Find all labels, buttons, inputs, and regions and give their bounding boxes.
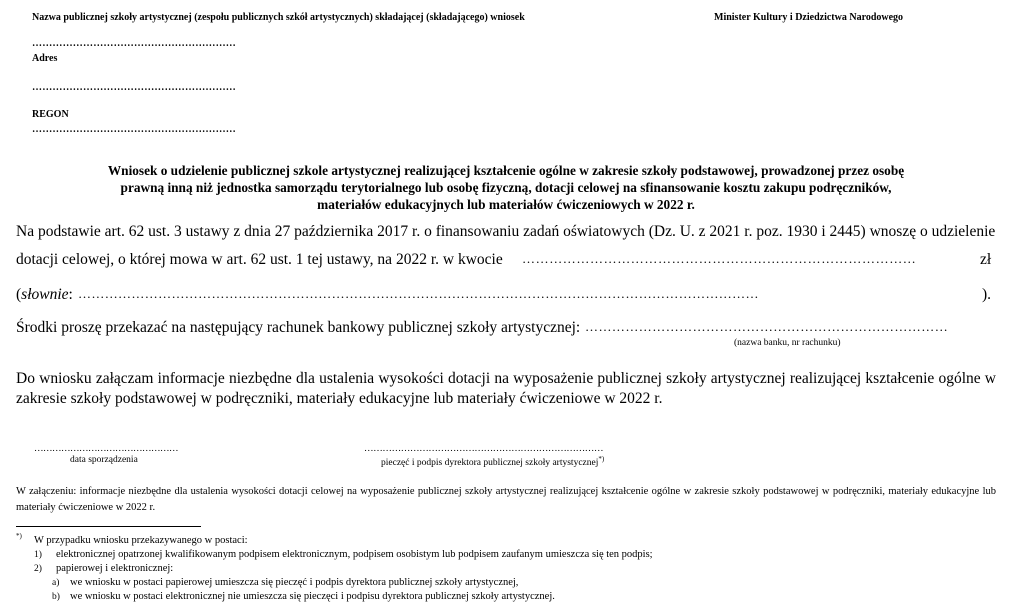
document-title — [20, 162, 992, 213]
footnote-item-2 — [34, 563, 173, 574]
minister-label: Minister Kultury i Dziedzictwa Narodowego — [714, 12, 904, 23]
adres-field[interactable]: …………………………………………………… — [32, 82, 236, 93]
title-line: Wniosek o udzielenie publicznej szkole artystycznej realizującej kształcenie ogólne w zakresie szkoły podstawowej, prowadzonej przez osobę — [107, 163, 905, 178]
footnote-intro: W przypadku wniosku przekazywanego w postaci: — [34, 535, 248, 546]
request-line-2: dotacji celowej, o której mowa w art. 62 ust. 1 tej ustawy, na 2022 r. w kwocie — [16, 251, 503, 268]
stamp-signature-field[interactable]: …………………………………………………………………… — [364, 444, 604, 454]
date-label: data sporządzenia — [70, 455, 138, 465]
bank-account-caption: (nazwa banku, nr rachunku) — [734, 338, 841, 348]
title-line: materiałów edukacyjnych lub materiałów ćwiczeniowych w 2022 r. — [317, 197, 695, 212]
footnote-separator — [16, 526, 201, 527]
amount-in-words-field[interactable]: ……………………………………………………………………………………………………………………………………… — [78, 286, 759, 301]
date-field[interactable]: ………………………………………… — [34, 444, 178, 454]
currency-label: zł — [980, 251, 992, 268]
footnote-subitem-letter: b) — [52, 592, 60, 602]
amount-in-words-close: ). — [982, 286, 992, 303]
footnote-subitem-a — [52, 577, 518, 588]
bank-account-field[interactable]: ……………………………………………………………………… — [585, 319, 949, 334]
request-line-1: Na podstawie art. 62 ust. 3 ustawy z dnia 27 października 2017 r. o finansowaniu zadań oświatowych (Dz. U. z 2021 r. poz. 1930 i 2445) wnoszę o udzielenie — [16, 223, 996, 240]
footnote-subitem-b — [52, 591, 555, 602]
footnote-item-number: 1) — [34, 550, 42, 560]
stamp-signature-label: pieczęć i podpis dyrektora publicznej szkoły artystycznej*) — [381, 455, 605, 469]
amount-field[interactable]: …………………………………………………………………………… — [522, 251, 917, 266]
adres-label: Adres — [32, 53, 58, 64]
footnote-marker: *) — [16, 532, 22, 540]
school-name-field[interactable]: …………………………………………………… — [32, 38, 236, 49]
attachment-note: W załączeniu: informacje niezbędne dla ustalenia wysokości dotacji celowej na wyposażenie publicznej szkoły artystycznej realizującej kształcenie ogólne w zakresie szkoły podstawowej w podręczniki, materiały edukacyjne lub materiały ćwiczeniowe w 2022 r. — [16, 486, 996, 513]
school-name-label: Nazwa publicznej szkoły artystycznej (zespołu publicznych szkół artystycznych) składającej (składającego) wniosek — [32, 12, 525, 23]
footnote-item-1 — [34, 549, 653, 560]
footnote-item-number: 2) — [34, 564, 42, 574]
regon-field[interactable]: …………………………………………………… — [32, 124, 236, 135]
bank-account-text: Środki proszę przekazać na następujący rachunek bankowy publicznej szkoły artystycznej: — [16, 319, 581, 336]
title-line: prawną inną niż jednostka samorządu terytorialnego lub osobę fizyczną, dotacji celowej na sfinansowanie kosztu zakupu podręczników, — [120, 180, 892, 195]
footnote-ref: *) — [598, 455, 605, 463]
footnote-subitem-text: we wniosku w postaci papierowej umieszcza się pieczęć i podpis dyrektora publicznej szkoły artystycznej, — [70, 577, 519, 588]
footnote-subitem-letter: a) — [52, 578, 60, 588]
regon-label: REGON — [32, 109, 69, 120]
amount-in-words-label: (słownie: — [16, 286, 73, 303]
attachment-statement: Do wniosku załączam informacje niezbędne dla ustalenia wysokości dotacji na wyposażenie publicznej szkoły artystycznej realizującej kształcenie ogólne w zakresie szkoły podstawowej w podręczniki, materiały edukacyjne lub materiały ćwiczeniowe w 2022 r. — [16, 370, 996, 407]
footnote-item-text: elektronicznej opatrzonej kwalifikowanym podpisem elektronicznym, podpisem osobistym lub podpisem zaufanym umieszcza się ten podpis; — [56, 549, 653, 560]
footnote-item-text: papierowej i elektronicznej: — [56, 563, 174, 574]
footnote-subitem-text: we wniosku w postaci elektronicznej nie umieszcza się pieczęci i podpisu dyrektora publicznej szkoły artystycznej. — [70, 591, 555, 602]
